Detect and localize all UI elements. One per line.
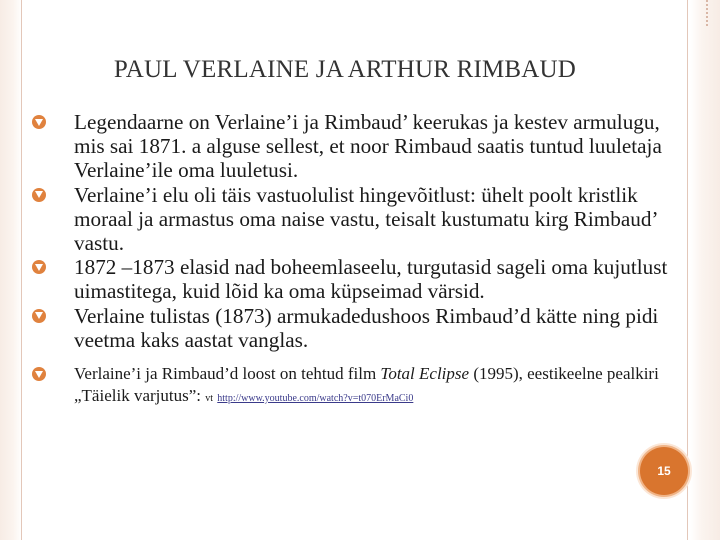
- film-text-middle: (1995), eestikeelne pealkiri „Täielik varjutus”:: [74, 364, 659, 406]
- youtube-link[interactable]: http://www.youtube.com/watch?v=t070ErMaCi0: [217, 393, 414, 405]
- bullet-arrow-icon: [32, 188, 46, 202]
- bullet-arrow-icon: [32, 115, 46, 129]
- bullet-arrow-icon: [32, 260, 46, 274]
- right-decorative-border: [690, 0, 720, 540]
- film-text-prefix: Verlaine’i ja Rimbaud’d loost on tehtud film: [74, 364, 381, 384]
- slide-title: PAUL VERLAINE JA ARTHUR RIMBAUD: [113, 56, 577, 83]
- bullet-item: [30, 255, 680, 303]
- page-number-badge: 15: [640, 447, 688, 495]
- bullet-arrow-icon: [32, 309, 46, 323]
- bullet-item: [30, 183, 680, 256]
- bullet-text: 1872 –1873 elasid nad boheemlaseelu, turgutasid sageli oma kujutlust uimastitega, kuid lõid ka oma küpseimad värsid.: [74, 255, 668, 304]
- bullet-item-film: [30, 363, 680, 410]
- bullet-item: [30, 304, 680, 352]
- bullet-list: [30, 110, 680, 410]
- bullet-text: Verlaine’i elu oli täis vastuolulist hingevõitlust: ühelt poolt kristlik moraal ja armastus oma naise vastu, teisalt kustumatu kirg Rimbaud’ vastu.: [74, 182, 657, 256]
- bullet-arrow-icon: [32, 367, 46, 381]
- film-title: Total Eclipse: [380, 364, 470, 384]
- bullet-text: Legendaarne on Verlaine’i ja Rimbaud’ keerukas ja kestev armulugu, mis sai 1871. a alguse sellest, et noor Rimbaud saatis tuntud luuletaja Verlaine’ile oma luuletusi.: [74, 110, 662, 183]
- corner-dots: [706, 0, 710, 26]
- bullet-item: [30, 110, 680, 183]
- bullet-text: Verlaine tulistas (1873) armukadedushoos Rimbaud’d kätte ning pidi veetma kaks aastat vanglas.: [74, 303, 659, 352]
- vt-label: vt: [205, 393, 214, 405]
